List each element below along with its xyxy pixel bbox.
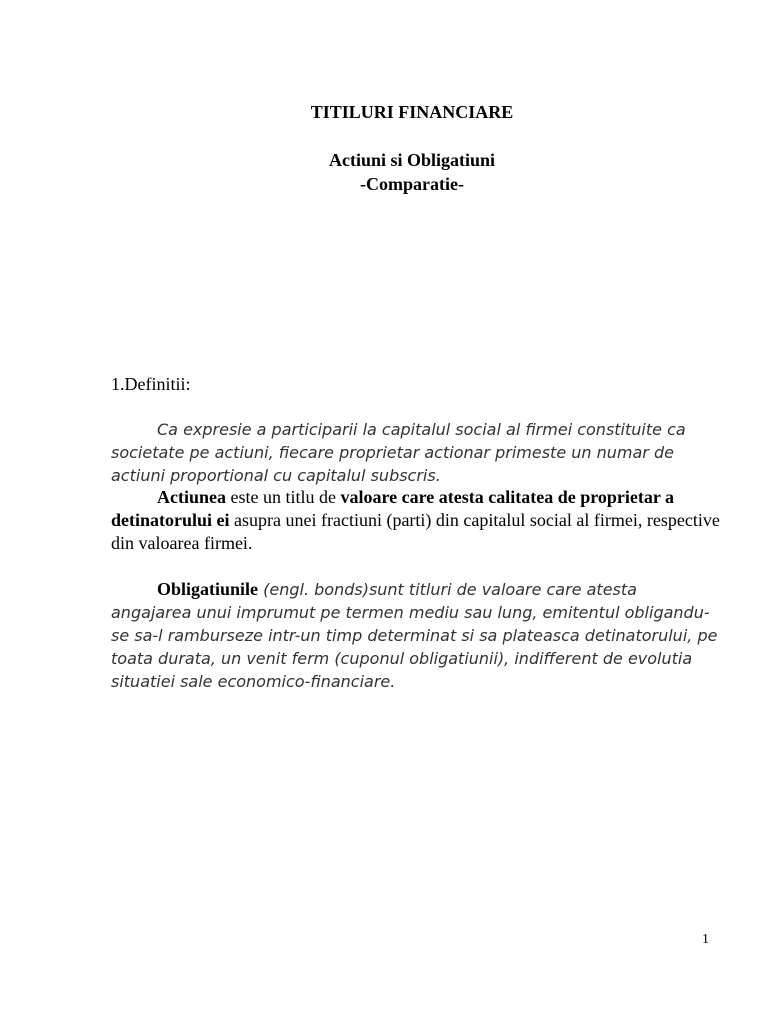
document-title: TITILURI FINANCIARE xyxy=(310,102,514,122)
paragraph-obligatiunile xyxy=(111,578,721,693)
page-number: 1 xyxy=(702,932,709,947)
document-subtitle-comparison: -Comparatie- xyxy=(360,174,464,194)
paragraph-actiunea-text1: este un titlu de xyxy=(226,487,341,507)
paragraph-obligatiunile-text: (engl. bonds)sunt titluri de valoare care atesta angajarea unui imprumut pe termen mediu sau lung, emitentul obligandu-se sa-l ramburseze intr-un timp determinat si sa plateasca detinatorului, pe toata durata, un venit ferm (cuponul obligatiunii), indifferent de evolutia situatiei sale economico-financiare. xyxy=(111,580,718,691)
term-actiunea: Actiunea xyxy=(157,487,226,507)
paragraph-intro: Ca expresie a participarii la capitalul social al firmei constituite ca societate pe actiuni, fiecare proprietar actionar primeste un numar de actiuni proportional cu capitalul subscris. xyxy=(111,420,686,485)
document-subtitle: Actiuni si Obligatiuni xyxy=(328,150,496,170)
paragraph-actiunea-bold: valoare care atesta calitatea de proprietar a detinatorului ei xyxy=(111,487,675,530)
term-obligatiunile: Obligatiunile xyxy=(157,579,259,599)
section-heading-definitions: 1.Definitii: xyxy=(111,374,191,394)
paragraph-actiunea-text2: asupra unei fractiuni (parti) din capitalul social al firmei, respective din valoarea firmei. xyxy=(111,510,720,553)
paragraph-actiunea xyxy=(111,486,721,555)
